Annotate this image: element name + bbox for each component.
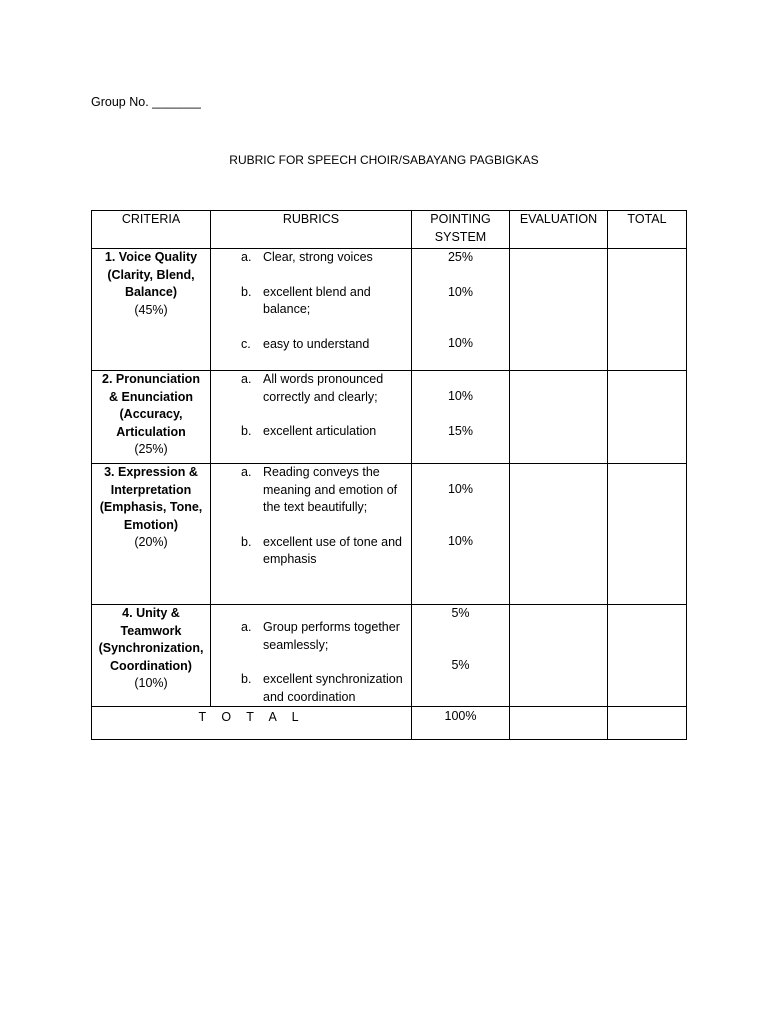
criterion-weight: (25%) [134, 442, 168, 456]
rubric-cell [211, 371, 412, 464]
header-total: TOTAL [608, 211, 687, 249]
rubric-letter: a. [241, 372, 252, 386]
points-value: 25% [447, 250, 474, 264]
rubric-letter: a. [241, 465, 252, 479]
criterion-cell [92, 605, 211, 707]
header-criteria: CRITERIA [92, 211, 211, 249]
rubric-cell [211, 249, 412, 371]
header-pointing-system [412, 211, 510, 249]
points-value: 10% [447, 284, 474, 299]
header-row [92, 211, 687, 249]
points-value: 10% [447, 533, 474, 548]
points-cell [412, 464, 510, 605]
rubric-text: All words pronounced correctly and clearly; [263, 372, 384, 404]
criterion-cell [92, 249, 211, 371]
rubric-letter: b. [241, 534, 252, 549]
total-evaluation-cell[interactable] [510, 707, 608, 740]
points-value: 5% [451, 657, 470, 672]
rubric-letter: b. [241, 284, 252, 299]
table-row [92, 464, 687, 605]
rubric-cell [211, 464, 412, 605]
rubric-text: excellent articulation [263, 424, 377, 438]
rubric-text: Reading conveys the meaning and emotion of the text beautifully; [263, 465, 398, 514]
points-cell [412, 249, 510, 371]
header-pointing-line1: POINTING [430, 212, 491, 226]
evaluation-cell[interactable] [510, 371, 608, 464]
rubric-text: excellent use of tone and emphasis [263, 534, 402, 566]
rubric-text: excellent synchronization and coordination [263, 672, 403, 704]
criterion-title: 4. Unity & Teamwork (Synchronization, Coordination) [98, 606, 204, 673]
total-cell[interactable] [608, 605, 687, 707]
rubric-text: Group performs together seamlessly; [263, 620, 400, 652]
rubric-letter: b. [241, 672, 252, 686]
evaluation-cell[interactable] [510, 249, 608, 371]
rubric-text: easy to understand [263, 336, 370, 351]
points-cell [412, 605, 510, 707]
header-rubrics: RUBRICS [211, 211, 412, 249]
points-value: 10% [447, 482, 474, 496]
points-value: 10% [447, 336, 474, 350]
points-value: 5% [451, 606, 470, 620]
criterion-title: 2. Pronunciation & Enunciation (Accuracy, Articulation [102, 372, 200, 439]
table-row [92, 605, 687, 707]
total-cell[interactable] [608, 464, 687, 605]
header-pointing-line2: SYSTEM [434, 229, 487, 244]
rubric-letter: b. [241, 424, 252, 438]
criterion-weight: (20%) [134, 535, 168, 549]
total-cell[interactable] [608, 249, 687, 371]
total-label: T O T A L [92, 707, 412, 740]
rubric-text: excellent blend and balance; [263, 284, 371, 316]
evaluation-cell[interactable] [510, 605, 608, 707]
total-cell[interactable] [608, 371, 687, 464]
rubric-letter: c. [241, 336, 251, 351]
points-value: 15% [447, 423, 474, 438]
criterion-title: 1. Voice Quality (Clarity, Blend, Balance) [104, 250, 198, 299]
rubric-letter: a. [241, 250, 252, 264]
document-title: RUBRIC FOR SPEECH CHOIR/SABAYANG PAGBIGKAS [229, 153, 539, 167]
rubric-text: Clear, strong voices [263, 250, 373, 264]
points-cell [412, 371, 510, 464]
rubric-table [91, 210, 687, 740]
rubric-letter: a. [241, 620, 252, 634]
points-value: 10% [447, 389, 474, 403]
rubric-cell [211, 605, 412, 707]
criterion-cell [92, 371, 211, 464]
table-row [92, 249, 687, 371]
criterion-cell [92, 464, 211, 605]
criterion-title: 3. Expression & Interpretation (Emphasis, Tone, Emotion) [99, 465, 203, 532]
criterion-weight: (10%) [134, 676, 168, 690]
evaluation-cell[interactable] [510, 464, 608, 605]
criterion-weight: (45%) [134, 302, 168, 317]
table-row [92, 371, 687, 464]
total-points: 100% [412, 707, 510, 740]
group-number-label: Group No. _______ [91, 95, 201, 109]
total-row [92, 707, 687, 740]
grand-total-cell[interactable] [608, 707, 687, 740]
header-evaluation: EVALUATION [510, 211, 608, 249]
